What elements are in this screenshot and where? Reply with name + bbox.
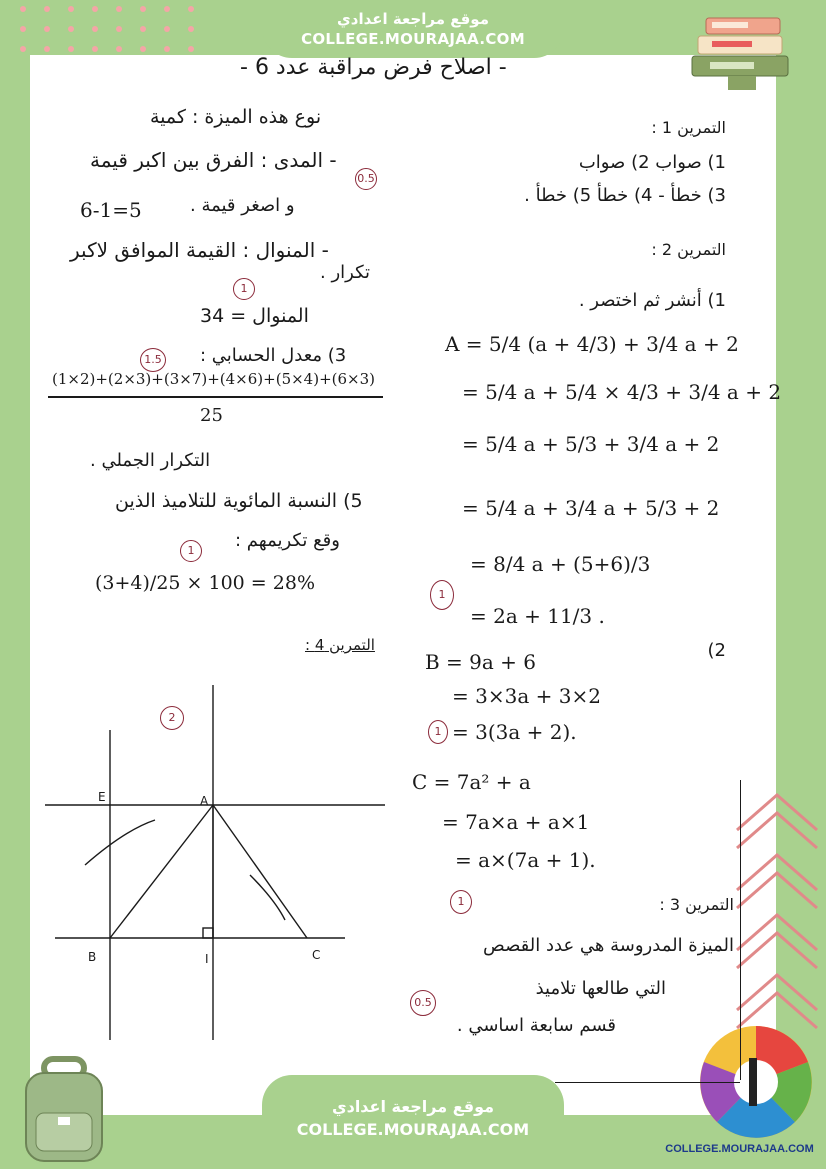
mean-numerator: (1×2)+(2×3)+(3×7)+(4×6)+(5×4)+(6×3): [52, 370, 375, 388]
point-label: I: [205, 952, 209, 966]
header-site-url[interactable]: COLLEGE.MOURAJAA.COM: [301, 30, 525, 48]
mean-denominator: 25: [200, 405, 223, 426]
fraction-bar: [48, 396, 383, 398]
grade-mark: 1: [430, 580, 454, 610]
grade-mark: 1: [180, 540, 202, 562]
range-value: 6-1=5: [80, 198, 142, 222]
ex2-question1: 1) أنشر ثم اختصر .: [578, 290, 726, 311]
ex2-question2: 2): [707, 640, 726, 661]
grade-mark: 0.5: [355, 168, 377, 190]
margin-line: [555, 1082, 740, 1083]
ex4-heading: التمرين 4 :: [305, 636, 375, 654]
point-label: E: [98, 790, 106, 804]
percentage-heading-2: وقع تكريمهم :: [235, 530, 340, 551]
expr-C-line3: = a×(7a + 1).: [455, 848, 596, 872]
ex3-line3: قسم سابعة اساسي .: [456, 1015, 616, 1036]
expr-C-line2: = 7a×a + a×1: [442, 810, 590, 834]
books-icon: [690, 12, 800, 92]
expr-A-line1: A = 5/4 (a + 4/3) + 3/4 a + 2: [445, 332, 739, 356]
expr-B-line2: = 3×3a + 3×2: [452, 684, 601, 708]
grade-mark: 1: [233, 278, 255, 300]
expr-A-line2: = 5/4 a + 5/4 × 4/3 + 3/4 a + 2: [462, 380, 782, 404]
range-definition: - المدى : الفرق بين اكبر قيمة: [90, 148, 337, 172]
expr-C-line1: C = 7a² + a: [412, 770, 531, 794]
mode-value: المنوال = 34: [200, 305, 309, 327]
ex3-line1: الميزة المدروسة هي عدد القصص: [483, 935, 734, 956]
expr-B-line3: = 3(3a + 2).: [452, 720, 577, 744]
expr-A-line6: = 2a + 11/3 .: [470, 604, 605, 628]
mean-heading: 3) معدل الحسابي :: [200, 345, 347, 366]
grade-mark: 1.5: [140, 348, 166, 372]
grade-mark: 1: [428, 720, 448, 744]
backpack-icon: [14, 1055, 114, 1165]
total-frequency-label: التكرار الجملي .: [90, 450, 211, 471]
expr-B-line1: B = 9a + 6: [425, 650, 537, 674]
document-title: - اصلاح فرض مراقبة عدد 6 -: [240, 55, 507, 80]
footer-site-name: موقع مراجعة اعدادي: [331, 1097, 495, 1116]
expr-A-line3: = 5/4 a + 5/3 + 3/4 a + 2: [462, 432, 720, 456]
expr-A-line4: = 5/4 a + 3/4 a + 5/3 + 2: [462, 496, 720, 520]
point-label: A: [200, 794, 209, 808]
expr-A-line5: = 8/4 a + (5+6)/3: [470, 552, 651, 576]
ex3-heading: التمرين 3 :: [659, 895, 734, 914]
footer-site-url[interactable]: COLLEGE.MOURAJAA.COM: [296, 1120, 530, 1139]
point-label: B: [88, 950, 97, 964]
ex1-line1: 1) صواب 2) صواب: [578, 152, 726, 173]
header-site-name: موقع مراجعة اعدادي: [337, 10, 489, 28]
grade-mark: 0.5: [410, 990, 436, 1016]
mode-definition-2: تكرار .: [320, 262, 371, 283]
percentage-result: (3+4)/25 × 100 = 28%: [95, 572, 315, 594]
grade-mark: 2: [160, 706, 184, 730]
footer-logo-url[interactable]: COLLEGE.MOURAJAA.COM: [665, 1143, 814, 1155]
ex1-heading: التمرين 1 :: [651, 118, 726, 137]
margin-line: [740, 780, 741, 1080]
header-banner[interactable]: [262, 0, 564, 58]
ex2-heading: التمرين 2 :: [651, 240, 726, 259]
point-label: C: [312, 948, 321, 962]
triangle-figure: [45, 670, 385, 1040]
percentage-heading: 5) النسبة المائوية للتلاميذ الذين: [115, 490, 363, 512]
footer-banner[interactable]: [262, 1075, 564, 1169]
grade-mark: 1: [450, 890, 472, 914]
feature-type: نوع هذه الميزة : كمية: [150, 106, 322, 128]
ex3-line2: التي طالعها تلاميذ: [535, 978, 666, 999]
ex1-line2: 3) خطأ - 4) خطأ 5) خطأ .: [524, 185, 726, 206]
range-definition-2: و اصغر قيمة .: [190, 195, 295, 216]
mode-definition: - المنوال : القيمة الموافق لاكبر: [70, 238, 329, 262]
